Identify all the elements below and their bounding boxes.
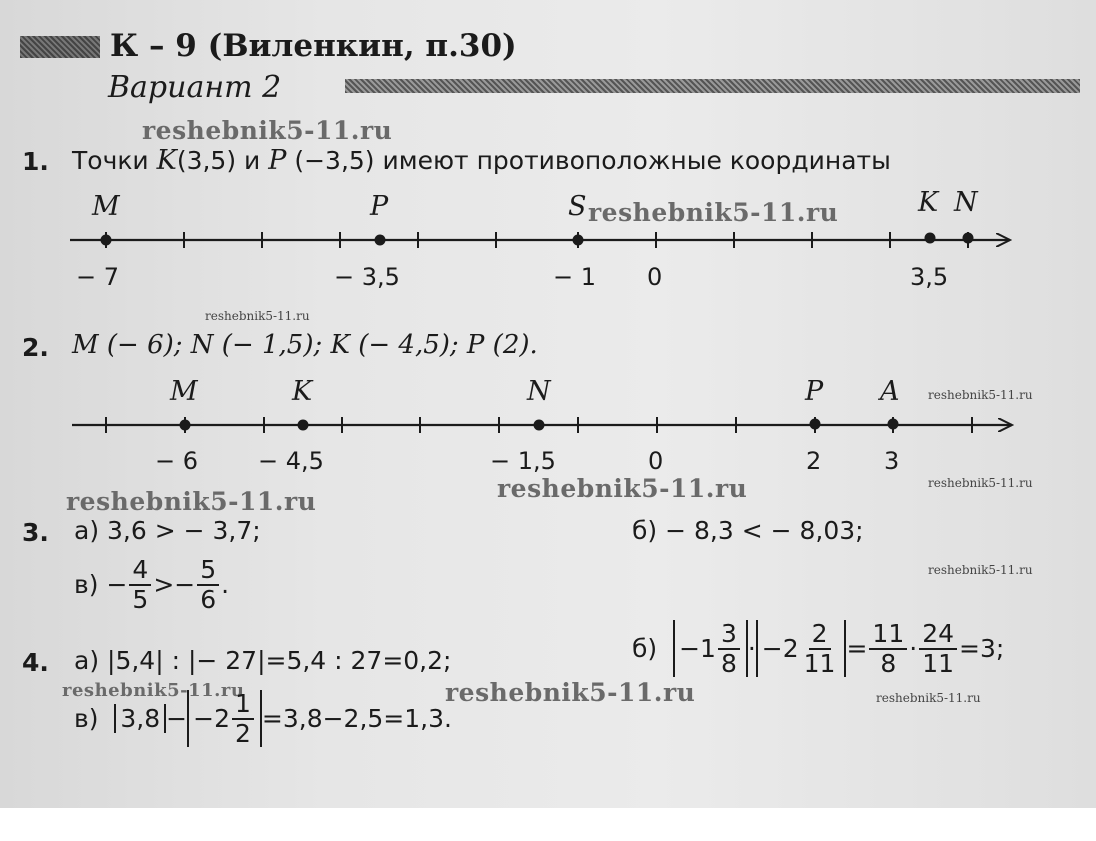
task4-part-b: б) −1 $\frac{3}{8}$ · −2 $\frac{2}{11}$ = $\frac{11}{8}$ · $\frac{24}{11}$ =3; [632,619,1005,678]
fraction: $\frac{4}{5}$ [129,556,151,613]
point-N [534,420,545,431]
point-N [963,233,974,244]
tick-label: 3,5 [910,263,949,291]
task-number: 2. [22,333,49,362]
point-K [298,420,309,431]
watermark: reshebnik5-11.ru [66,487,317,516]
point-label-M: M [170,376,198,407]
absolute-value: −2 $\frac{2}{11}$ [756,620,847,677]
point-label-N: N [527,376,551,407]
task3-part-a: а) 3,6 > − 3,7; [74,516,261,545]
tick-label: − 7 [76,263,120,291]
task4-part-a: а) |5,4| : |− 27|=5,4 : 27=0,2; [74,646,452,675]
point-K [925,233,936,244]
tick-label: − 6 [155,447,199,475]
tick-label: 3 [884,447,900,475]
watermark: reshebnik5-11.ru [205,309,310,323]
point-M [101,235,112,246]
watermark: reshebnik5-11.ru [928,563,1033,577]
point-P [810,419,821,430]
tick-label: 2 [806,447,822,475]
fraction: $\frac{5}{6}$ [197,556,219,613]
tick-label: − 4,5 [258,447,324,475]
absolute-value: −1 $\frac{3}{8}$ [673,620,748,677]
point-P [375,235,386,246]
watermark: reshebnik5-11.ru [928,388,1033,402]
watermark: reshebnik5-11.ru [588,198,839,227]
tick-label: − 1 [553,263,597,291]
watermark: reshebnik5-11.ru [445,678,696,707]
variant-heading: Вариант 2 [108,70,282,105]
point-S [573,235,584,246]
point-label-A: A [880,376,900,407]
point-A [888,419,899,430]
point-M [180,420,191,431]
point-label-K: K [292,376,313,407]
tick-label: 0 [647,263,663,291]
point-label-N: N [954,187,978,218]
watermark: reshebnik5-11.ru [497,474,748,503]
fraction: $\frac{11}{8}$ [869,620,907,677]
task2-statement: M (− 6); N (− 1,5); K (− 4,5); P (2). [72,330,538,360]
point-label-K: K [918,187,939,218]
watermark: reshebnik5-11.ru [928,476,1033,490]
tick-label: 0 [648,447,664,475]
task-number: 1. [22,147,49,176]
task-number: 3. [22,518,49,547]
fraction: $\frac{24}{11}$ [919,620,957,677]
watermark: reshebnik5-11.ru [876,691,981,705]
task3-part-v: в) − $\frac{4}{5}$ >− $\frac{5}{6}$ . [74,555,230,614]
tick-label: − 3,5 [334,263,400,291]
tick-label: − 1,5 [490,447,556,475]
task1-statement: Точки K(3,5) и P (−3,5) имеют противоположные координаты [72,145,891,176]
point-label-P: P [370,191,389,222]
task-number: 4. [22,648,49,677]
task3-part-b: б) − 8,3 < − 8,03; [632,516,864,545]
absolute-value: −2 $\frac{1}{2}$ [187,690,262,747]
task4-part-v: в) 3,8 − −2 $\frac{1}{2}$ =3,8−2,5=1,3. [74,689,452,748]
point-label-S: S [568,191,587,222]
absolute-value: 3,8 [114,704,166,733]
watermark: reshebnik5-11.ru [142,116,393,145]
point-label-M: M [92,191,120,222]
watermark: reshebnik5-11.ru [62,680,245,701]
point-label-P: P [805,376,824,407]
page-title: К – 9 (Виленкин, п.30) [110,28,517,64]
